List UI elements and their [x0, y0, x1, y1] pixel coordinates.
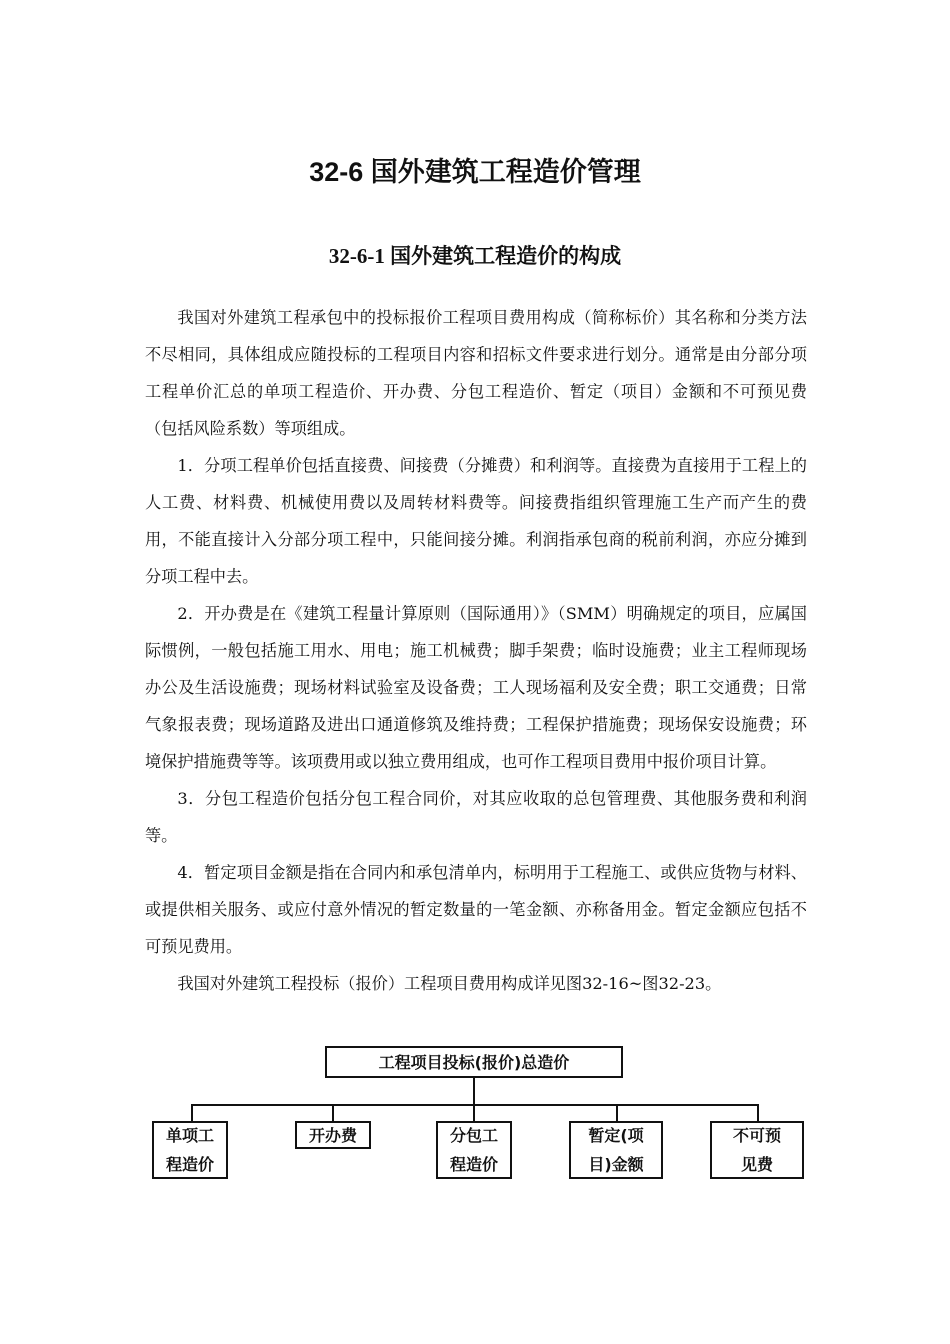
connector-line: [191, 1104, 759, 1106]
page-title: 32-6 国外建筑工程造价管理: [309, 157, 641, 187]
cost-structure-diagram: [0, 1040, 950, 1190]
connector-line: [473, 1078, 475, 1105]
connector-line: [473, 1104, 475, 1121]
child-node: [152, 1121, 228, 1179]
child-node-label: 开办费: [308, 1125, 357, 1145]
connector-line: [191, 1104, 193, 1121]
child-node: [295, 1121, 371, 1149]
child-node: [436, 1121, 512, 1179]
paragraph: 2．开办费是在《建筑工程量计算原则（国际通用）》（SMM）明确规定的项目，应属国际惯例，一般包括施工用水、用电；施工机械费；脚手架费；临时设施费；业主工程师现场办公及生活设施费；现场材料试验室及设备费；工人现场福利及安全费；职工交通费；日常气象报表费；现场道路及进出口通道修筑及维持费；工程保护措施费；现场保安设施费；环境保护措施费等等。该项费用或以独立费用组成，也可作工程项目费用中报价项目计算。: [145, 604, 807, 771]
child-node-label: 目)金额: [588, 1155, 644, 1174]
connector-line: [616, 1104, 618, 1121]
paragraph: 4．暂定项目金额是指在合同内和承包清单内，标明用于工程施工、或供应货物与材料、或提供相关服务、或应付意外情况的暂定数量的一笔金额、亦称备用金。暂定金额应包括不可预见费用。: [145, 863, 807, 956]
child-node-label: 单项工: [165, 1126, 214, 1145]
section-title: 32-6-1 国外建筑工程造价的构成: [328, 244, 622, 268]
root-node-label: 工程项目投标(报价)总造价: [378, 1052, 570, 1072]
child-node: [710, 1121, 804, 1179]
child-node-label: 程造价: [165, 1155, 214, 1174]
paragraph: 我国对外建筑工程承包中的投标报价工程项目费用构成（简称标价）其名称和分类方法不尽相同，具体组成应随投标的工程项目内容和招标文件要求进行划分。通常是由分部分项工程单价汇总的单项工程造价、开办费、分包工程造价、暂定（项目）金额和不可预见费（包括风险系数）等项组成。: [145, 308, 807, 438]
body-text: [145, 299, 807, 1002]
paragraph: 我国对外建筑工程投标（报价）工程项目费用构成详见图32-16~图32-23。: [177, 974, 722, 993]
child-node-label: 暂定(项: [588, 1126, 644, 1145]
connector-line: [757, 1104, 759, 1121]
child-node-label: 见费: [740, 1155, 773, 1174]
child-node-label: 程造价: [449, 1155, 498, 1174]
paragraph: 3．分包工程造价包括分包工程合同价，对其应收取的总包管理费、其他服务费和利润等。: [145, 789, 807, 845]
child-node-label: 分包工: [449, 1126, 498, 1145]
root-node: [325, 1046, 623, 1078]
connector-line: [332, 1104, 334, 1121]
child-node-label: 不可预: [732, 1126, 781, 1145]
child-node: [569, 1121, 663, 1179]
paragraph: 1．分项工程单价包括直接费、间接费（分摊费）和利润等。直接费为直接用于工程上的人工费、材料费、机械使用费以及周转材料费等。间接费指组织管理施工生产而产生的费用，不能直接计入分部分项工程中，只能间接分摊。利润指承包商的税前利润，亦应分摊到分项工程中去。: [145, 456, 807, 586]
